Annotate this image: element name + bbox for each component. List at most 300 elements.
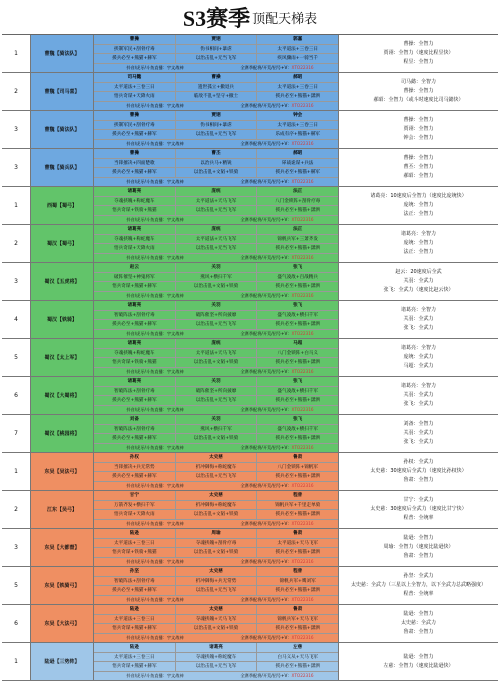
contact-id: XTO22316 xyxy=(291,331,314,337)
hero-name: 程普 xyxy=(293,569,303,575)
skill-line xyxy=(94,273,338,283)
hero-name: 陆逊 xyxy=(94,605,176,614)
hero-name: 陆逊 xyxy=(94,529,176,538)
skill-combo: 悟兵奇谋+熊猫+赫军 xyxy=(94,282,176,291)
attribute-note: 关羽：全武力 xyxy=(403,430,434,436)
hero-name: 诸葛亮 xyxy=(94,187,176,196)
skill-combo: 智破阵法+刮骨疗毒 xyxy=(94,387,176,396)
service-label: 全赛季配将/开荒/招号+V： xyxy=(240,520,292,526)
skill-combo: 太平道法+三卷三日 xyxy=(94,653,176,662)
team-row xyxy=(2,377,498,415)
attribute-note: 郝昭：全智力（或斗时速度比司马懿快） xyxy=(373,97,464,103)
service-credit xyxy=(216,672,338,681)
skill-combo: 智破阵法+刮骨疗毒 xyxy=(94,311,176,320)
skill-combo: 燕风+横扫千军 xyxy=(176,425,258,434)
skill-combo: 援兵必至+熊猫+潇洒 xyxy=(275,512,320,518)
skill-combo: 盛气凌敌+百战精兵 xyxy=(277,274,318,280)
row-index: 6 xyxy=(2,605,31,642)
footer-line xyxy=(94,102,338,111)
skill-combo: 以治击乱+无当飞军 xyxy=(176,472,258,481)
service-label: 全赛季配将/开荒/招号+V： xyxy=(240,634,292,640)
skill-combo: 以治击乱+无当飞军 xyxy=(176,662,258,671)
hero-name: 孙坚 xyxy=(94,567,176,576)
hero-line xyxy=(94,263,338,273)
hero-name: 左慈 xyxy=(293,645,303,651)
lineup-grid xyxy=(94,35,339,72)
attribute-notes xyxy=(339,111,498,148)
skill-combo: 夺魂挟魄+称蛇魔车 xyxy=(94,349,176,358)
skill-combo: 破阵催坚+神鬼将军 xyxy=(94,273,176,282)
hero-name: 张飞 xyxy=(293,417,303,423)
footer-line xyxy=(94,216,338,225)
service-label: 全赛季配将/开荒/招号+V： xyxy=(240,444,292,450)
skill-line xyxy=(94,387,338,397)
skill-line xyxy=(94,197,338,207)
skill-combo: 折冲御侮+称蛇魔车 xyxy=(176,463,258,472)
row-index: 1 xyxy=(2,187,31,224)
skill-combo: 以治击乱+文韬+铁骑 xyxy=(176,358,258,367)
skill-combo: 以治击乱+无当飞军 xyxy=(176,130,258,139)
hero-name: 鲁肃 xyxy=(293,455,303,461)
service-label: 全赛季配将/开荒/招号+V： xyxy=(240,254,292,260)
hero-name: 曹操 xyxy=(94,111,176,120)
attribute-note: 孙坚：全武力 xyxy=(403,573,434,579)
lineup-grid xyxy=(94,377,339,414)
skill-combo: 万箭齐发+横扫千军 xyxy=(94,501,176,510)
skill-combo: 太平道法+三卷三日 xyxy=(277,122,318,128)
skill-line xyxy=(94,501,338,511)
attribute-notes xyxy=(339,415,498,452)
attribute-note: 太史慈：30速度后全武力（速度比甘宁快） xyxy=(370,506,467,512)
hero-name: 郝昭 xyxy=(293,75,303,81)
skill-combo: 悟兵奇谋+天降火雨 xyxy=(94,92,176,101)
attribute-note: 曹操：全智力 xyxy=(403,88,434,94)
hero-name: 曹操 xyxy=(176,73,258,82)
skill-combo: 太平道法+三卷三日 xyxy=(94,539,176,548)
team-row xyxy=(2,529,498,567)
attribute-note: 陆逊：全智力 xyxy=(403,611,434,617)
lineup-grid xyxy=(94,225,339,262)
skill-combo: 挟制军民+刮骨疗毒 xyxy=(94,121,176,130)
skill-line xyxy=(94,539,338,549)
team-row xyxy=(2,263,498,301)
hero-name: 程普 xyxy=(293,493,303,499)
page-title xyxy=(0,0,500,34)
hero-line xyxy=(94,415,338,425)
attribute-note: 关羽：全武力 xyxy=(403,278,434,284)
attribute-note: 陆逊：全智力 xyxy=(403,535,434,541)
lineup-grid xyxy=(94,111,339,148)
skill-combo: 乐成有序+熊猫+赫军 xyxy=(275,132,320,138)
hero-name: 关羽 xyxy=(176,301,258,310)
attribute-note: 法正：全智力 xyxy=(403,249,434,255)
skill-combo: 破阵催坚+所向披靡 xyxy=(176,311,258,320)
skill-combo: 盛气凌敌+横扫千军 xyxy=(277,312,318,318)
lineup-grid xyxy=(94,73,339,110)
contact-id: XTO22316 xyxy=(291,597,314,603)
hero-line xyxy=(94,339,338,349)
attribute-note: 曹操：全智力 xyxy=(403,155,434,161)
hero-line xyxy=(94,35,338,45)
attribute-note: 左慈：全智力（速度比陆逊快） xyxy=(383,662,454,669)
attribute-notes xyxy=(339,35,498,72)
skill-combo: 援兵必至+熊猫+潇洒 xyxy=(275,664,320,670)
streamer-credit: 抖音/虎牙/斗鱼直播：宇文战神 xyxy=(126,520,184,526)
footer-line xyxy=(94,672,338,681)
hero-name: 孙权 xyxy=(94,453,176,462)
team-name: 蜀汉【桃园将】 xyxy=(31,415,94,452)
attribute-notes xyxy=(339,301,498,338)
attribute-note: 诸葛亮：全智力 xyxy=(400,231,436,237)
skill-combo: 以治击乱+无当飞军 xyxy=(176,244,258,253)
skill-combo: 援兵必至+熊猫+潇洒 xyxy=(275,398,320,404)
service-credit xyxy=(216,178,338,187)
row-index: 5 xyxy=(2,339,31,376)
skill-combo: 夺魂挟魄+称蛇魔车 xyxy=(94,197,176,206)
row-index: 4 xyxy=(2,301,31,338)
skill-line xyxy=(94,425,338,435)
service-credit xyxy=(216,64,338,73)
hero-name: 郭嘉 xyxy=(293,37,303,43)
team-name: 蜀汉【五虎将】 xyxy=(31,263,94,300)
streamer-credit: 抖音/虎牙/斗鱼直播：宇文战神 xyxy=(126,216,184,222)
attribute-note: 诸葛亮：全智力 xyxy=(400,383,436,389)
service-label: 全赛季配将/开荒/招号+V： xyxy=(240,482,292,488)
skill-combo: 以治击乱+无当飞军 xyxy=(176,320,258,329)
attribute-notes xyxy=(339,225,498,262)
skill-combo: 以治击乱+文韬+铁骑 xyxy=(176,548,258,557)
skill-combo: 太平道法+三卷三日 xyxy=(94,615,176,624)
title-main: S3赛季 xyxy=(182,5,251,31)
skill-combo: 援兵必至+熊猫+赫军 xyxy=(94,130,176,139)
skill-line xyxy=(94,662,338,672)
attribute-note: 钟会：全智力 xyxy=(403,135,434,141)
hero-name: 马超 xyxy=(293,341,303,347)
hero-name: 甘宁 xyxy=(94,491,176,500)
team-name: 陆逊【三势阵】 xyxy=(31,643,94,680)
skill-combo: 援兵必至+熊猫+赫军 xyxy=(94,320,176,329)
skill-combo: 伪书相间+暴虐 xyxy=(176,45,258,54)
skill-line xyxy=(94,434,338,444)
attribute-note: 张飞：全武力 xyxy=(403,401,434,407)
hero-name: 诸葛亮 xyxy=(94,339,176,348)
skill-combo: 遗世孤立+撤退兵 xyxy=(176,83,258,92)
streamer-credit: 抖音/虎牙/斗鱼直播：宇文战神 xyxy=(126,482,184,488)
service-credit xyxy=(216,596,338,605)
attribute-note: 司马懿：全智力 xyxy=(400,79,436,85)
team-row xyxy=(2,339,498,377)
skill-combo: 援兵必至+熊猫+潇洒 xyxy=(275,360,320,366)
hero-name: 张飞 xyxy=(293,303,303,309)
attribute-note: 赵云：20速度后全武 xyxy=(395,269,442,275)
skill-combo: 悟兵奇谋+铁骑+熊猫 xyxy=(94,548,176,557)
skill-combo: 挟制军民+刮骨疗毒 xyxy=(94,45,176,54)
skill-combo: 援兵必至+熊猫+潇洒 xyxy=(275,588,320,594)
hero-name: 贾诩 xyxy=(176,111,258,120)
team-name: 曹魏【骑法队】 xyxy=(31,111,94,148)
team-name: 西蜀【蜀弓】 xyxy=(31,187,94,224)
hero-name: 太史慈 xyxy=(176,567,258,576)
attribute-note: 庞统：全武力 xyxy=(403,354,434,360)
team-row xyxy=(2,453,498,491)
skill-combo: 援兵必至+熊猫+潇洒 xyxy=(275,208,320,214)
lineup-grid xyxy=(94,339,339,376)
streamer-credit: 抖音/虎牙/斗鱼直播：宇文战神 xyxy=(126,292,184,298)
footer-line xyxy=(94,368,338,377)
service-credit xyxy=(216,482,338,491)
footer-line xyxy=(94,330,338,339)
row-index: 2 xyxy=(2,73,31,110)
hero-line xyxy=(94,491,338,501)
streamer-credit: 抖音/虎牙/斗鱼直播：宇文战神 xyxy=(126,178,184,184)
skill-combo: 锦帆兵军+三萧齐发 xyxy=(277,236,318,242)
footer-line xyxy=(94,482,338,491)
hero-name: 曹操 xyxy=(94,149,176,158)
hero-name: 鲁肃 xyxy=(293,531,303,537)
skill-line xyxy=(94,586,338,596)
team-name: 东吴【铁骑弓】 xyxy=(31,567,94,604)
attribute-note: 太史慈：全武力 xyxy=(400,620,436,626)
row-index: 3 xyxy=(2,149,31,186)
hero-name: 诸葛亮 xyxy=(176,643,258,652)
attribute-notes xyxy=(339,605,498,642)
lineup-grid xyxy=(94,415,339,452)
attribute-note: 法正：全智力 xyxy=(403,211,434,217)
skill-line xyxy=(94,548,338,558)
contact-id: XTO22316 xyxy=(291,103,314,109)
lineup-grid xyxy=(94,567,339,604)
skill-combo: 太平道法+三卷三日 xyxy=(277,46,318,52)
skill-combo: 太平道法+三卷三日 xyxy=(277,84,318,90)
skill-combo: 临敌不乱+坚守+撤士 xyxy=(176,92,258,101)
footer-line xyxy=(94,634,338,643)
hero-line xyxy=(94,73,338,83)
team-row xyxy=(2,301,498,339)
attribute-notes xyxy=(339,491,498,528)
attribute-note: 陆逊：全智力 xyxy=(403,653,434,660)
hero-name: 钟会 xyxy=(293,113,303,119)
hero-name: 司马懿 xyxy=(94,73,176,82)
skill-combo: 以治击乱+文韬+铁骑 xyxy=(176,624,258,633)
skill-line xyxy=(94,320,338,330)
skill-combo: 当锋摧决+兵无常势 xyxy=(94,463,176,472)
attribute-note: 鲁肃：全智力 xyxy=(403,629,434,635)
lineup-grid xyxy=(94,263,339,300)
hero-name: 陆逊 xyxy=(94,643,176,652)
skill-line xyxy=(94,244,338,254)
streamer-credit: 抖音/虎牙/斗鱼直播：宇文战神 xyxy=(126,634,184,640)
contact-id: XTO22316 xyxy=(291,141,314,147)
contact-id: XTO22316 xyxy=(291,673,314,679)
hero-line xyxy=(94,567,338,577)
hero-name: 太史慈 xyxy=(176,453,258,462)
contact-id: XTO22316 xyxy=(291,407,314,413)
team-row xyxy=(2,35,498,73)
hero-name: 法正 xyxy=(293,227,303,233)
service-label: 全赛季配将/开荒/招号+V： xyxy=(240,330,292,336)
contact-id: XTO22316 xyxy=(291,635,314,641)
team-name: 东吴【大法弓】 xyxy=(31,605,94,642)
hero-name: 张飞 xyxy=(293,379,303,385)
skill-combo: 盛气凌敌+横扫千军 xyxy=(277,426,318,432)
lineup-grid xyxy=(94,149,339,186)
attribute-note: 庞统：全智力 xyxy=(403,240,434,246)
skill-combo: 以治击乱+文韬+铁骑 xyxy=(176,282,258,291)
service-label: 全赛季配将/开荒/招号+V： xyxy=(240,406,292,412)
contact-id: XTO22316 xyxy=(291,559,314,565)
service-label: 全赛季配将/开荒/招号+V： xyxy=(240,596,292,602)
lineup-grid xyxy=(94,529,339,566)
hero-line xyxy=(94,643,338,653)
service-credit xyxy=(216,368,338,377)
footer-line xyxy=(94,254,338,263)
team-name: 曹魏【骑法队】 xyxy=(31,35,94,72)
hero-name: 诸葛亮 xyxy=(94,301,176,310)
row-index: 3 xyxy=(2,263,31,300)
attribute-notes xyxy=(339,149,498,186)
hero-name: 法正 xyxy=(293,189,303,195)
attribute-note: 鲁肃：全智力 xyxy=(403,477,434,483)
footer-line xyxy=(94,406,338,415)
skill-line xyxy=(94,54,338,64)
attribute-note: 诸葛亮：10速度后全智力（速度比庞统快） xyxy=(370,193,467,199)
row-index: 3 xyxy=(2,529,31,566)
skill-combo: 夺魂挟魄+天马飞军 xyxy=(176,615,258,624)
skill-combo: 以治击乱+文韬+铁骑 xyxy=(176,510,258,519)
skill-combo: 太平道法+天马飞军 xyxy=(176,197,258,206)
service-credit xyxy=(216,330,338,339)
skill-combo: 以治击乱+无当飞军 xyxy=(176,206,258,215)
contact-id: XTO22316 xyxy=(291,217,314,223)
streamer-credit: 抖音/虎牙/斗鱼直播：宇文战神 xyxy=(126,330,184,336)
skill-combo: 锦帆兵军+千里走单骑 xyxy=(275,502,321,508)
skill-combo: 援兵必至+熊猫+潇洒 xyxy=(275,284,320,290)
streamer-credit: 抖音/虎牙/斗鱼直播：宇文战神 xyxy=(126,406,184,412)
attribute-note: 太史慈：全武力（三星以上全智力，以下全武力总武略强度） xyxy=(350,582,486,588)
attribute-note: 太史慈：30速度后全武力（速度比孙权快） xyxy=(370,468,467,474)
team-name: 东吴【吴法弓】 xyxy=(31,453,94,490)
service-label: 全赛季配将/开荒/招号+V： xyxy=(240,216,292,222)
skill-line xyxy=(94,83,338,93)
contact-id: XTO22316 xyxy=(291,445,314,451)
service-label: 全赛季配将/开荒/招号+V： xyxy=(240,102,292,108)
attribute-note: 刘备：全智力 xyxy=(403,421,434,427)
skill-line xyxy=(94,235,338,245)
skill-combo: 援兵必至+熊猫+赫军 xyxy=(94,434,176,443)
footer-line xyxy=(94,178,338,187)
lineup-grid xyxy=(94,187,339,224)
team-row xyxy=(2,111,498,149)
skill-combo: 破阵催坚+所向披靡 xyxy=(176,387,258,396)
footer-line xyxy=(94,520,338,529)
team-name: 曹魏【骑兵队】 xyxy=(31,149,94,186)
attribute-note: 马超：全武力 xyxy=(403,363,434,369)
hero-line xyxy=(94,187,338,197)
skill-combo: 夺魂挟魄+称蛇魔车 xyxy=(94,235,176,244)
skill-line xyxy=(94,349,338,359)
team-row xyxy=(2,415,498,453)
skill-combo: 援兵必至+熊猫+潇洒 xyxy=(275,322,320,328)
team-name: 蜀汉【蜀弓】 xyxy=(31,225,94,262)
skill-combo: 悟兵奇谋+铁骑+熊猫 xyxy=(94,358,176,367)
hero-name: 太史慈 xyxy=(176,605,258,614)
hero-name: 庞统 xyxy=(176,187,258,196)
skill-combo: 援兵必至+熊猫+赫军 xyxy=(275,170,320,176)
skill-combo: 以治击乱+无当飞军 xyxy=(176,54,258,63)
service-label: 全赛季配将/开荒/招号+V： xyxy=(240,140,292,146)
skill-combo: 夺魂挟魄+称蛇魔车 xyxy=(176,653,258,662)
service-credit xyxy=(216,292,338,301)
attribute-note: 庞统：全智力 xyxy=(403,202,434,208)
skill-combo: 援兵必至+熊猫+赫军 xyxy=(94,472,176,481)
service-credit xyxy=(216,140,338,149)
attribute-note: 曹丕：全智力 xyxy=(403,164,434,170)
row-index: 1 xyxy=(2,453,31,490)
skill-combo: 犀战诡谋+兵法 xyxy=(281,160,314,166)
lineup-grid xyxy=(94,605,339,642)
skill-combo: 援兵必至+熊猫+潇洒 xyxy=(275,626,320,632)
hero-name: 太史慈 xyxy=(176,491,258,500)
hero-line xyxy=(94,605,338,615)
hero-name: 关羽 xyxy=(176,377,258,386)
service-label: 全赛季配将/开荒/招号+V： xyxy=(240,368,292,374)
contact-id: XTO22316 xyxy=(291,65,314,71)
skill-combo: 折冲御侮+称蛇魔车 xyxy=(176,501,258,510)
skill-combo: 太平道法+天马飞军 xyxy=(176,235,258,244)
team-row xyxy=(2,225,498,263)
skill-combo: 援兵必至+熊猫+赫军 xyxy=(94,54,176,63)
hero-name: 曹操 xyxy=(94,35,176,44)
hero-name: 刘备 xyxy=(94,415,176,424)
service-credit xyxy=(216,558,338,567)
team-name: 蜀汉【太上军】 xyxy=(31,339,94,376)
skill-combo: 悟兵奇谋+熊猫+赫军 xyxy=(94,662,176,671)
attribute-note: 曹操：全智力 xyxy=(403,117,434,123)
hero-name: 庞统 xyxy=(176,339,258,348)
skill-combo: 悟兵奇谋+天降火雨 xyxy=(94,244,176,253)
skill-combo: 悟兵奇谋+铁骑+熊猫 xyxy=(94,206,176,215)
service-label: 全赛季配将/开荒/招号+V： xyxy=(240,178,292,184)
skill-line xyxy=(94,472,338,482)
attribute-note: 张飞：全武力（速度比赵云快） xyxy=(383,287,454,293)
streamer-credit: 抖音/虎牙/斗鱼直播：宇文战神 xyxy=(126,558,184,564)
hero-name: 关羽 xyxy=(176,263,258,272)
hero-name: 曹丕 xyxy=(176,149,258,158)
service-label: 全赛季配将/开荒/招号+V： xyxy=(240,292,292,298)
attribute-note: 关羽：全武力 xyxy=(403,316,434,322)
hero-line xyxy=(94,225,338,235)
team-name: 江东【吴弓】 xyxy=(31,491,94,528)
skill-combo: 援兵必至+熊猫+潇洒 xyxy=(275,474,320,480)
team-row xyxy=(2,73,498,111)
attribute-notes xyxy=(339,187,498,224)
hero-line xyxy=(94,111,338,121)
hero-name: 诸葛亮 xyxy=(94,377,176,386)
attribute-notes xyxy=(339,529,498,566)
hero-name: 张飞 xyxy=(293,265,303,271)
skill-combo: 援兵必至+熊猫+赫军 xyxy=(94,586,176,595)
skill-combo: 以治击乱+无当飞军 xyxy=(176,586,258,595)
contact-id: XTO22316 xyxy=(291,179,314,185)
attribute-note: 关羽：全武力 xyxy=(403,392,434,398)
footer-line xyxy=(94,64,338,73)
skill-combo: 太平道法+天马飞军 xyxy=(277,540,318,546)
team-row xyxy=(2,643,498,681)
attribute-note: 程普：全统率 xyxy=(403,515,434,521)
skill-combo: 以治兵马+精锐 xyxy=(176,159,258,168)
streamer-credit: 抖音/虎牙/斗鱼直播：宇文战神 xyxy=(126,596,184,602)
skill-line xyxy=(94,311,338,321)
